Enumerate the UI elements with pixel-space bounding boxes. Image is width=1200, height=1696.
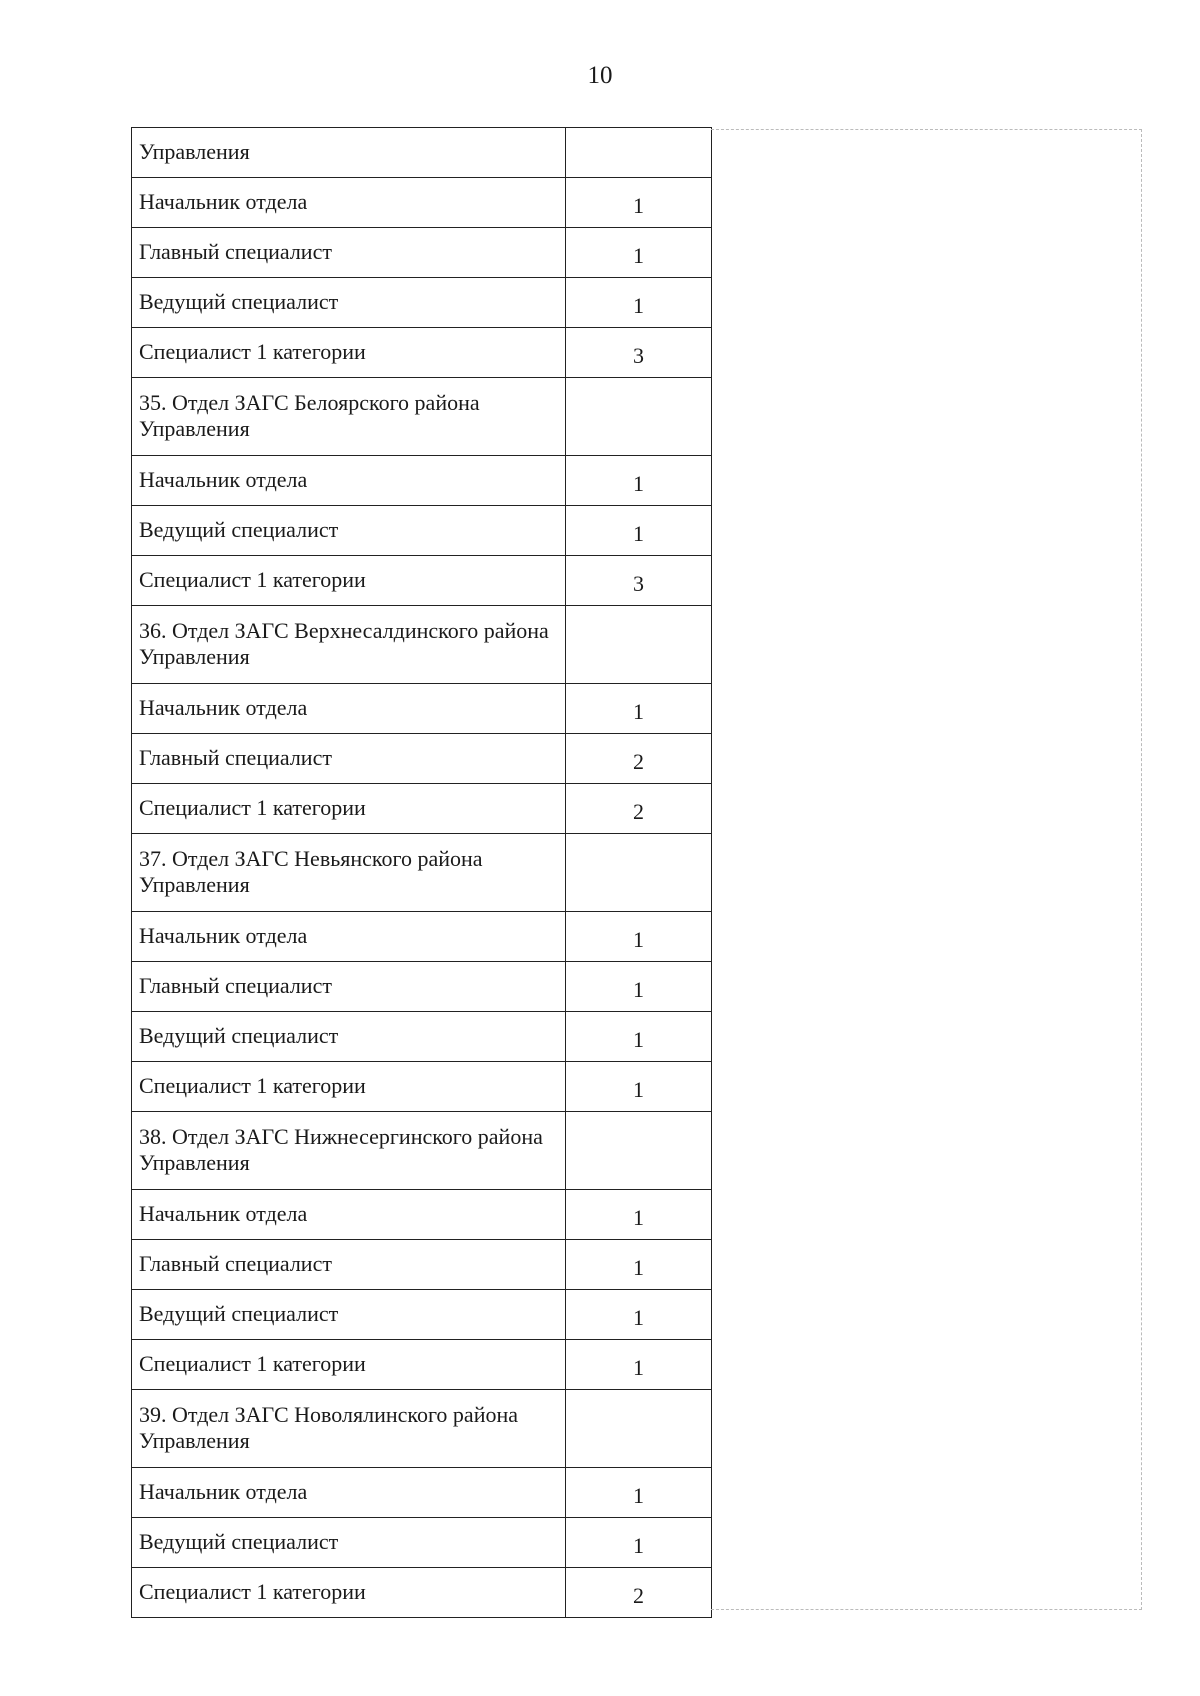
position-count: 1 xyxy=(566,456,712,506)
table-row xyxy=(132,1190,712,1240)
position-label: Ведущий специалист xyxy=(132,1012,566,1062)
position-count xyxy=(566,606,712,684)
table-row xyxy=(132,556,712,606)
position-count: 1 xyxy=(566,962,712,1012)
position-count xyxy=(566,378,712,456)
position-label: Главный специалист xyxy=(132,228,566,278)
position-count: 2 xyxy=(566,784,712,834)
position-count: 2 xyxy=(566,1568,712,1618)
section-header-row xyxy=(132,1112,712,1190)
position-count: 1 xyxy=(566,1518,712,1568)
staff-table-body xyxy=(132,128,712,1618)
position-label: Специалист 1 категории xyxy=(132,1568,566,1618)
position-count: 1 xyxy=(566,1290,712,1340)
table-row xyxy=(132,1568,712,1618)
position-count: 3 xyxy=(566,556,712,606)
position-label: Ведущий специалист xyxy=(132,278,566,328)
position-label: Главный специалист xyxy=(132,1240,566,1290)
position-count xyxy=(566,1112,712,1190)
table-row xyxy=(132,1518,712,1568)
table-row xyxy=(132,1012,712,1062)
table-row xyxy=(132,1240,712,1290)
position-label: Специалист 1 категории xyxy=(132,1062,566,1112)
position-label: Главный специалист xyxy=(132,734,566,784)
position-count: 1 xyxy=(566,684,712,734)
section-header-row xyxy=(132,1390,712,1468)
table-row xyxy=(132,178,712,228)
position-count: 1 xyxy=(566,1190,712,1240)
position-label: Специалист 1 категории xyxy=(132,784,566,834)
page-number: 10 xyxy=(587,62,613,89)
position-count: 3 xyxy=(566,328,712,378)
position-count: 1 xyxy=(566,1012,712,1062)
table-row xyxy=(132,784,712,834)
table-row xyxy=(132,278,712,328)
position-count: 1 xyxy=(566,506,712,556)
table-row xyxy=(132,506,712,556)
section-title: 39. Отдел ЗАГС Новолялинского района Управления xyxy=(132,1390,566,1468)
position-label: Начальник отдела xyxy=(132,1190,566,1240)
position-label: Ведущий специалист xyxy=(132,1518,566,1568)
section-header-row xyxy=(132,606,712,684)
table-row xyxy=(132,1468,712,1518)
position-count: 1 xyxy=(566,1062,712,1112)
table-row xyxy=(132,228,712,278)
position-count: 1 xyxy=(566,228,712,278)
table-row xyxy=(132,1290,712,1340)
position-label: Специалист 1 категории xyxy=(132,1340,566,1390)
position-label: Начальник отдела xyxy=(132,1468,566,1518)
position-count: 2 xyxy=(566,734,712,784)
table-row xyxy=(132,1062,712,1112)
section-header-row xyxy=(132,378,712,456)
position-count: 1 xyxy=(566,178,712,228)
position-label: Главный специалист xyxy=(132,962,566,1012)
position-label: Начальник отдела xyxy=(132,912,566,962)
section-title: 37. Отдел ЗАГС Невьянского района Управления xyxy=(132,834,566,912)
position-count: 1 xyxy=(566,278,712,328)
position-label: Начальник отдела xyxy=(132,178,566,228)
position-label: Управления xyxy=(132,128,566,178)
section-title: 38. Отдел ЗАГС Нижнесергинского района Управления xyxy=(132,1112,566,1190)
table-row xyxy=(132,962,712,1012)
position-count: 1 xyxy=(566,912,712,962)
position-count xyxy=(566,834,712,912)
position-label: Ведущий специалист xyxy=(132,506,566,556)
position-label: Специалист 1 категории xyxy=(132,328,566,378)
table-row xyxy=(132,328,712,378)
table-row xyxy=(132,912,712,962)
position-label: Начальник отдела xyxy=(132,456,566,506)
position-count: 1 xyxy=(566,1240,712,1290)
position-label: Специалист 1 категории xyxy=(132,556,566,606)
position-label: Ведущий специалист xyxy=(132,1290,566,1340)
position-count: 1 xyxy=(566,1468,712,1518)
table-row xyxy=(132,1340,712,1390)
position-label: Начальник отдела xyxy=(132,684,566,734)
table-row xyxy=(132,734,712,784)
position-count xyxy=(566,1390,712,1468)
table-row xyxy=(132,456,712,506)
section-title: 35. Отдел ЗАГС Белоярского района Управления xyxy=(132,378,566,456)
table-row xyxy=(132,128,712,178)
table-row xyxy=(132,684,712,734)
position-count: 1 xyxy=(566,1340,712,1390)
section-header-row xyxy=(132,834,712,912)
section-title: 36. Отдел ЗАГС Верхнесалдинского района Управления xyxy=(132,606,566,684)
blank-right-column xyxy=(711,129,1142,1610)
position-count xyxy=(566,128,712,178)
staff-table xyxy=(131,127,712,1618)
